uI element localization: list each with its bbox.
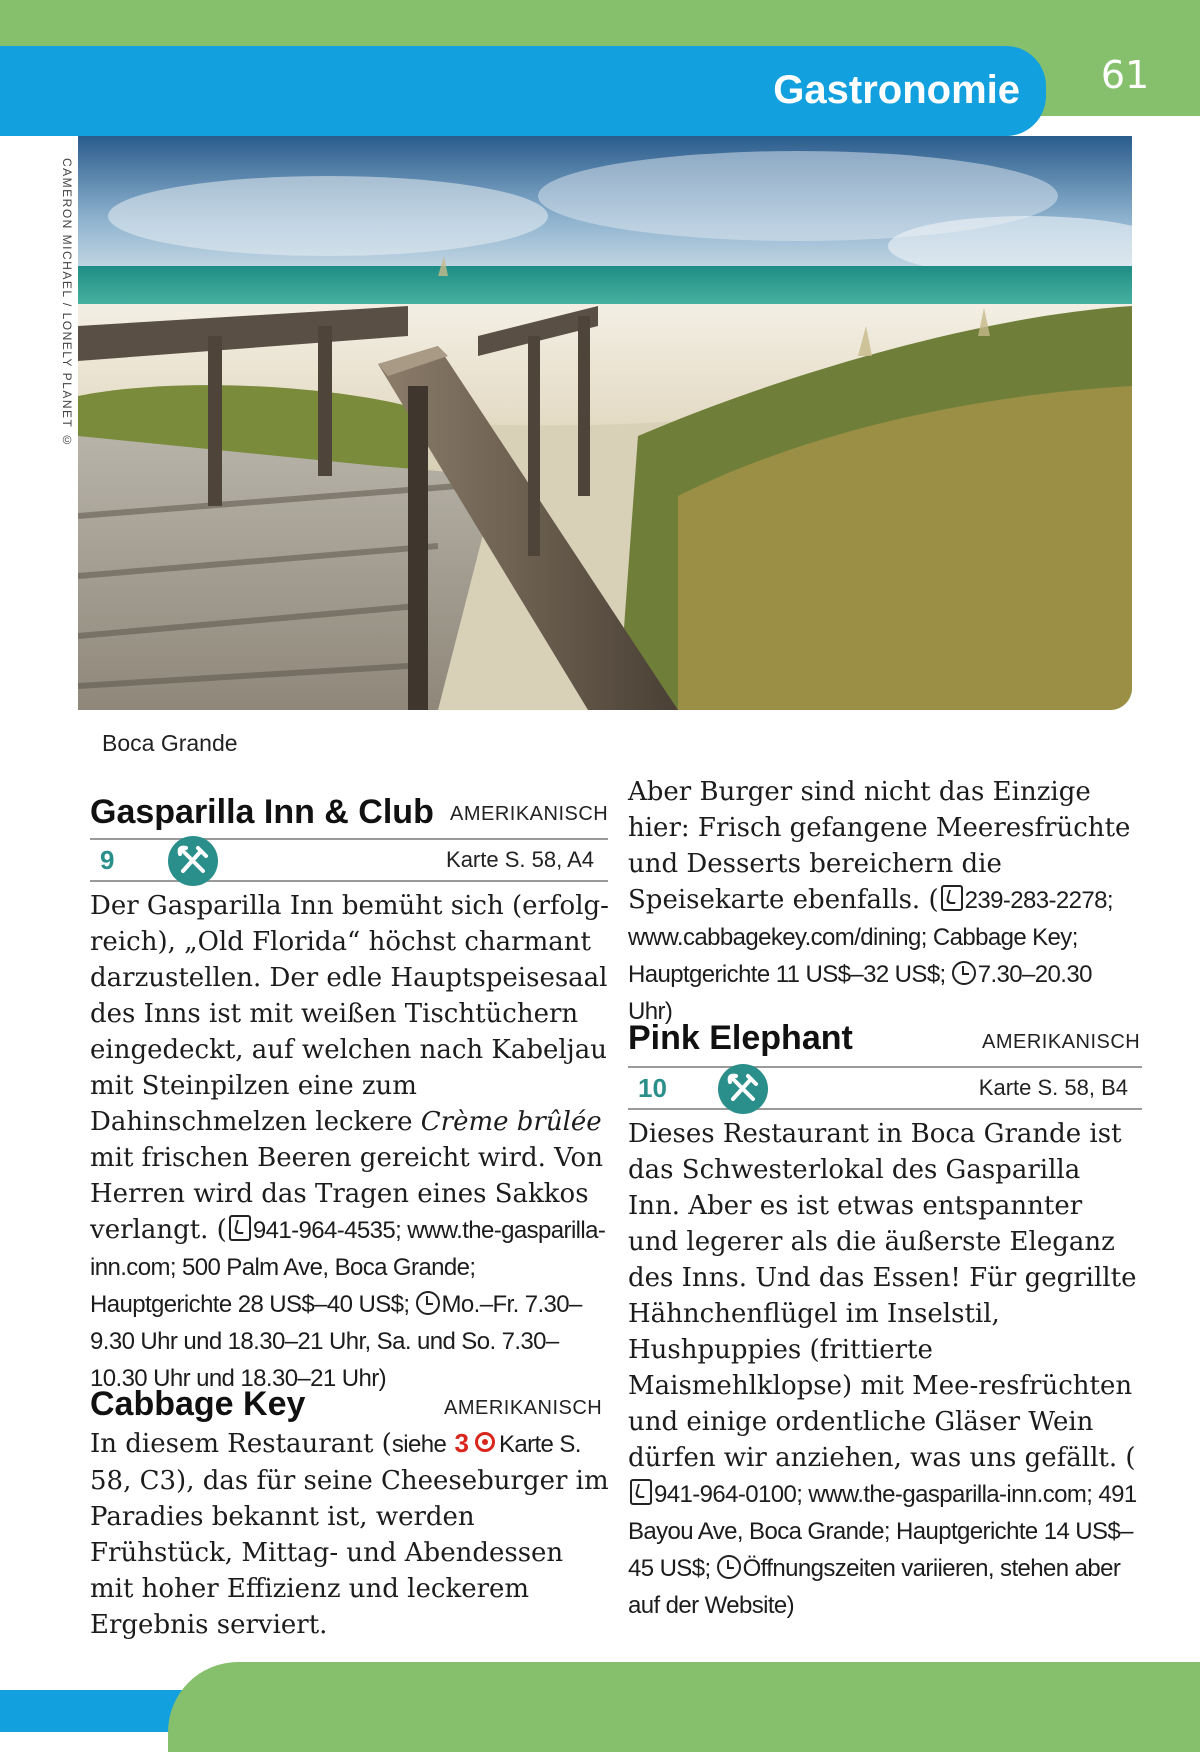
- entry-meta-gasparilla: [90, 838, 608, 882]
- sight-number: 3: [454, 1428, 469, 1458]
- phone-number: 239-283-2278;: [964, 887, 1113, 914]
- phone-number: 941-964-0100;: [654, 1481, 803, 1508]
- entry-title-cabbage-key: Cabbage Key: [90, 1385, 306, 1423]
- fork-knife-icon: [718, 1064, 768, 1114]
- entry-cuisine-gasparilla: AMERIKANISCH: [450, 803, 609, 825]
- entry-text-gasparilla: Der Gasparilla Inn bemüht sich (erfolg-reich), „Old Florida“ höchst charmant darzustellen. Der edle Hauptspeisesaal des Inns ist mit weißen Tischtüchern eingedeckt, auf welchen nach Kabeljau mit Steinpilzen eine zum Dahinschmelzen leckere Crème brûlée mit frischen Beeren gereicht wird. Von Herren wird das Tragen eines Sakkos verlangt. ( 941-964-4535; www.the-gasparilla-inn.com; 500 Palm Ave, Boca Grande; Hauptgerichte 28 US$–40 US$; Mo.–Fr. 7.30–9.30 Uhr und 18.30–21 Uhr, Sa. und So. 7.30–10.30 Uhr und 18.30–21 Uhr): [90, 891, 609, 1392]
- see-label: siehe: [391, 1431, 447, 1458]
- sight-icon: [475, 1432, 495, 1452]
- entry-text-pink-elephant: Dieses Restaurant in Boca Grande ist das Schwesterlokal des Gasparilla Inn. Aber es ist etwas entspannter und legerer als die äußerste Eleganz des Inns. Und das Essen! Für gegrillte Hähnchenflügel im Inselstil, Hushpuppies (frittierte Maismehlklopse) mit Mee-resfrüchten und einige ordentliche Gläser Wein dürfen wir anziehen, was uns gefällt. (941-964-0100; www.the-gasparilla-inn.com; 491 Bayou Ave, Boca Grande; Hauptgerichte 14 US$–45 US$; Öffnungszeiten variieren, stehen aber auf der Website): [628, 1119, 1137, 1619]
- map-number: 9: [100, 845, 115, 875]
- map-number: 10: [638, 1073, 667, 1103]
- phone-icon: [630, 1479, 652, 1505]
- entry-text-cabbage-key-continued: Aber Burger sind nicht das Einzige hier: Frisch gefangene Meeresfrüchte und Desserts bereichern die Speisekarte ebenfalls. ( 239-283-2278; www.cabbagekey.com/dining; Cabbage Key; Hauptgerichte 11 US$–32 US$; 7.30–20.30 Uhr): [628, 777, 1131, 1025]
- entry-cuisine-cabbage-key: AMERIKANISCH: [444, 1397, 603, 1419]
- opening-hours: Öffnungszeiten variieren, stehen aber auf der Website): [628, 1555, 1121, 1619]
- entry-text-cabbage-key: In diesem Restaurant (siehe 3 Karte S. 58, C3), das für seine Cheeseburger im Paradies bekannt ist, werden Frühstück, Mittag- und Abendessen mit hoher Effizienz und leckerem Ergebnis serviert.: [90, 1428, 609, 1640]
- phone-icon: [229, 1215, 251, 1241]
- footer-green-band: [168, 1662, 1200, 1752]
- entry-title-gasparilla: Gasparilla Inn & Club: [90, 793, 434, 831]
- photo-caption: Boca Grande: [102, 730, 238, 756]
- sight-map-reference: Karte S.: [498, 1431, 581, 1458]
- entry-details: www.cabbagekey.com/dining; Cabbage Key; Hauptgerichte 11 US$–32 US$;: [628, 924, 1078, 988]
- entry-title-pink-elephant: Pink Elephant: [628, 1019, 853, 1057]
- entry-meta-pink-elephant: [628, 1066, 1142, 1110]
- entry-details: www.the-gasparilla-inn.com; 491 Bayou Ave, Boca Grande; Hauptgerichte 14 US$–45 US$;: [628, 1481, 1137, 1582]
- section-title: Gastronomie: [773, 68, 1020, 112]
- opening-hours: Mo.–Fr. 7.30–9.30 Uhr und 18.30–21 Uhr, Sa. und So. 7.30–10.30 Uhr und 18.30–21 Uhr): [90, 1291, 582, 1392]
- beach-photo: [78, 136, 1132, 710]
- map-reference: Karte S. 58, A4: [446, 847, 594, 872]
- clock-icon: [717, 1555, 741, 1579]
- phone-icon: [941, 885, 963, 911]
- dessert-name: Crème brûlée: [420, 1107, 602, 1137]
- entry-details: www.the-gasparilla-inn.com; 500 Palm Ave, Boca Grande; Hauptgerichte 28 US$–40 US$;: [90, 1217, 606, 1318]
- meta-rule-bottom: [628, 1108, 1142, 1110]
- opening-hours: 7.30–20.30 Uhr): [628, 961, 1092, 1025]
- fork-knife-icon: [168, 836, 218, 886]
- entry-cuisine-pink-elephant: AMERIKANISCH: [982, 1031, 1141, 1053]
- photo-credit: CAMERON MICHAEL / LONELY PLANET ©: [60, 158, 74, 449]
- page-number: 61: [1100, 53, 1150, 97]
- map-reference: Karte S. 58, B4: [978, 1075, 1128, 1100]
- clock-icon: [952, 961, 976, 985]
- meta-rule-top: [628, 1066, 1142, 1068]
- phone-number: 941-964-4535;: [252, 1217, 402, 1244]
- clock-icon: [416, 1291, 440, 1315]
